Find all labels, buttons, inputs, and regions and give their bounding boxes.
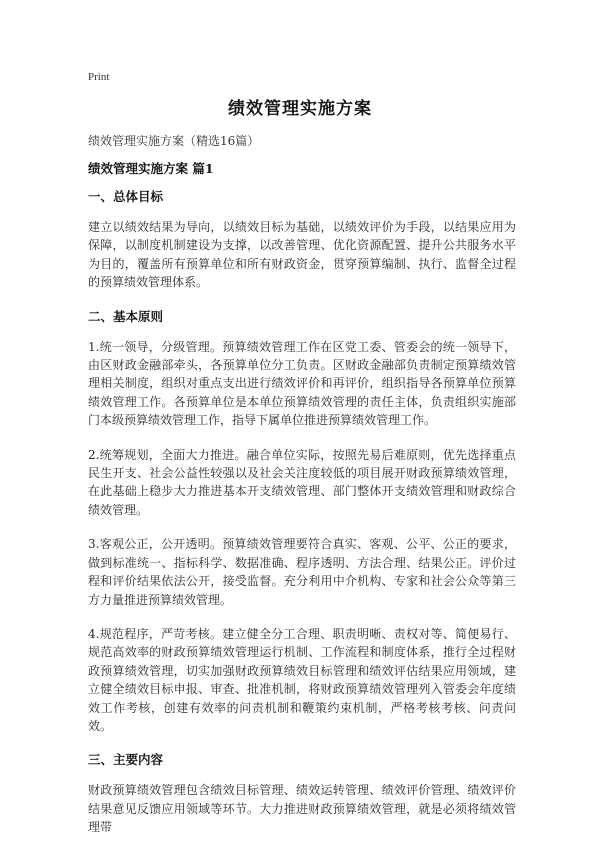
document-title: 绩效管理实施方案 <box>228 99 372 119</box>
section-heading-principles: 二、基本原则 <box>88 308 164 324</box>
section-heading-content: 三、主要内容 <box>88 752 164 768</box>
section-paragraph: 财政预算绩效管理包含绩效目标管理、绩效运转管理、绩效评价管理、绩效评价结果意见反馈应用领域等环节。大力推进财政预算绩效管理，就是必须将绩效管理带 <box>88 783 516 835</box>
section-paragraph: 1.统一领导，分级管理。预算绩效管理工作在区党工委、管委会的统一领导下，由区财政金融部牵头，各预算单位分工负责。区财政金融部负责制定预算绩效管理相关制度，组织对重点支出进行绩效评价和再评价，组织指导各预算单位预算绩效管理工作。各预算单位是本单位预算绩效管理的责任主体，负责组织实施部门本级预算绩效管理工作，指导下属单位推进预算绩效管理工作。 <box>88 339 516 428</box>
section-heading-goals: 一、总体目标 <box>88 189 164 204</box>
section-paragraph: 建立以绩效结果为导向，以绩效目标为基础，以绩效评价为手段，以结果应用为保障，以制度机制建设为支撑，以改善管理、优化资源配置、提升公共服务水平为目的，覆盖所有预算单位和所有财政资金，贯穿预算编制、执行、监督全过程的预算绩效管理体系。 <box>88 220 516 290</box>
document-subtitle: 绩效管理实施方案（精选16篇） <box>88 134 260 148</box>
article-heading: 绩效管理实施方案 篇1 <box>88 161 214 176</box>
section-paragraph: 3.客观公正，公开透明。预算绩效管理要符合真实、客观、公平、公正的要求，做到标准统一、指标科学、数据准确、程序透明、方法合理、结果公正。评价过程和评价结果依法公开，接受监督。充分利用中介机构、专家和社会公众等第三方力量推进预算绩效管理。 <box>88 537 516 607</box>
print-label: Print <box>88 71 110 83</box>
document-body <box>88 132 516 853</box>
section-paragraph: 2.统筹规划，全面大力推进。融合单位实际，按照先易后难原则，优先选择重点民生开支、社会公益性较强以及社会关注度较低的项目展开财政预算绩效管理，在此基础上稳步大力推进基本开支绩效管理、部门整体开支绩效管理和财政综合绩效管理。 <box>88 447 516 517</box>
section-paragraph: 4.规范程序，严苛考核。建立健全分工合理、职责明晰、责权对等、简便易行、规范高效率的财政预算绩效管理运行机制、工作流程和制度体系，推行全过程财政预算绩效管理，切实加强财政预算绩效目标管理和绩效评估结果应用领域，建立健全绩效目标申报、审查、批准机制，将财政预算绩效管理列入管委会年度绩效工作考核，创建有效率的问责机制和鞭策约束机制，严格考核考核、问责问效。 <box>88 626 516 733</box>
